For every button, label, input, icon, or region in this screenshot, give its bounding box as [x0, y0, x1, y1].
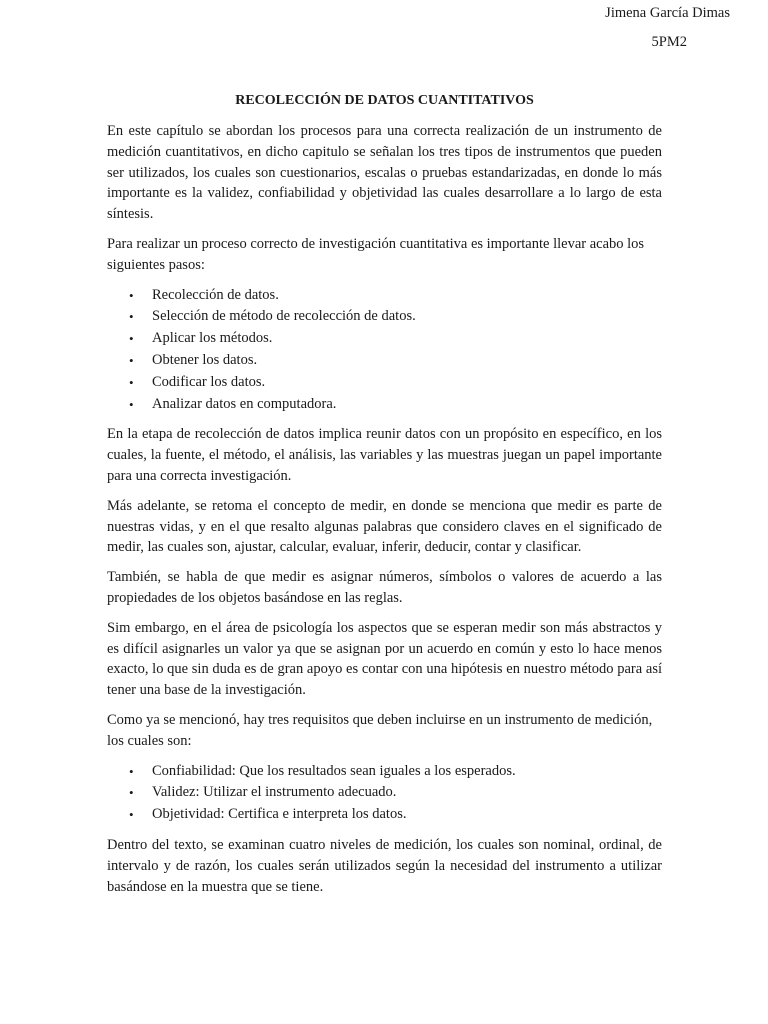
requirements-list	[107, 761, 662, 826]
list-item-text: Codificar los datos.	[152, 373, 266, 390]
list-item-text: Aplicar los métodos.	[152, 330, 273, 347]
list-item-text: Obtener los datos.	[152, 351, 258, 368]
list-item-text: Objetividad: Certifica e interpreta los datos.	[152, 806, 407, 823]
bullet-icon: •	[129, 331, 134, 347]
bullet-icon: •	[129, 309, 134, 325]
group-code: 5PM2	[651, 34, 687, 50]
list-item	[107, 804, 662, 826]
list-item	[107, 306, 662, 328]
bullet-icon: •	[129, 352, 134, 368]
list-item-text: Analizar datos en computadora.	[152, 395, 337, 412]
intro-paragraph: En este capítulo se abordan los procesos para una correcta realización de un instrumento de medición cuantitativos, en dicho capitulo se señalan los tres tipos de instrumentos que pueden ser utilizados, los cuales son cuestionarios, escalas o pruebas estandarizadas, en donde lo más importante es la validez, confiabilidad y objetividad las cuales desarrollare a lo largo de esta síntesis.	[107, 123, 662, 223]
bullet-icon: •	[129, 374, 134, 390]
requirements-intro-paragraph: Como ya se mencionó, hay tres requisitos que deben incluirse en un instrumento de medición, los cuales son:	[107, 711, 653, 749]
list-item-text: Validez: Utilizar el instrumento adecuado.	[152, 784, 397, 801]
bullet-icon: •	[129, 396, 134, 412]
psychology-paragraph: Sim embargo, en el área de psicología los aspectos que se esperan medir son más abstractos y es difícil asignarles un valor ya que se asignan por un acuerdo en común y esto lo hace menos exacto, lo que sin duda es de gran apoyo es contar con una hipótesis en nuestro método para así tener una base de la investigación.	[107, 619, 662, 699]
list-item	[107, 372, 662, 394]
measure-definition-paragraph: También, se habla de que medir es asignar números, símbolos o valores de acuerdo a las propiedades de los objetos basándose en las reglas.	[107, 569, 662, 606]
author-name: Jimena García Dimas	[605, 5, 730, 21]
bullet-icon: •	[129, 287, 134, 303]
list-item	[107, 782, 662, 804]
list-item	[107, 328, 662, 350]
list-item	[107, 350, 662, 372]
list-item	[107, 285, 662, 307]
measurement-levels-paragraph: Dentro del texto, se examinan cuatro niveles de medición, los cuales son nominal, ordinal, de intervalo y de razón, los cuales serán utilizados según la necesidad del instrumento a utilizar basándose en la muestra que se tiene.	[107, 836, 662, 895]
data-collection-paragraph: En la etapa de recolección de datos implica reunir datos con un propósito en específico, en los cuales, la fuente, el método, el análisis, las variables y las muestras juegan un papel importante para una correcta investigación.	[107, 426, 662, 484]
bullet-icon: •	[129, 763, 134, 779]
bullet-icon: •	[129, 807, 134, 823]
bullet-icon: •	[129, 785, 134, 801]
steps-list	[107, 285, 662, 416]
document-title: RECOLECCIÓN DE DATOS CUANTITATIVOS	[235, 93, 534, 108]
measure-concept-paragraph: Más adelante, se retoma el concepto de medir, en donde se menciona que medir es parte de nuestras vidas, y en el que resalto algunas palabras que considero claves en el significado de medir, las cuales son, ajustar, calcular, evaluar, inferir, deducir, contar y clasificar.	[107, 497, 662, 556]
list-item-text: Confiabilidad: Que los resultados sean iguales a los esperados.	[152, 762, 516, 779]
list-item	[107, 761, 662, 783]
list-item	[107, 394, 662, 416]
document-body	[107, 92, 662, 906]
list-item-text: Recolección de datos.	[152, 286, 279, 303]
steps-intro-paragraph: Para realizar un proceso correcto de investigación cuantitativa es importante llevar acabo los siguientes pasos:	[107, 235, 645, 273]
list-item-text: Selección de método de recolección de datos.	[152, 308, 416, 325]
